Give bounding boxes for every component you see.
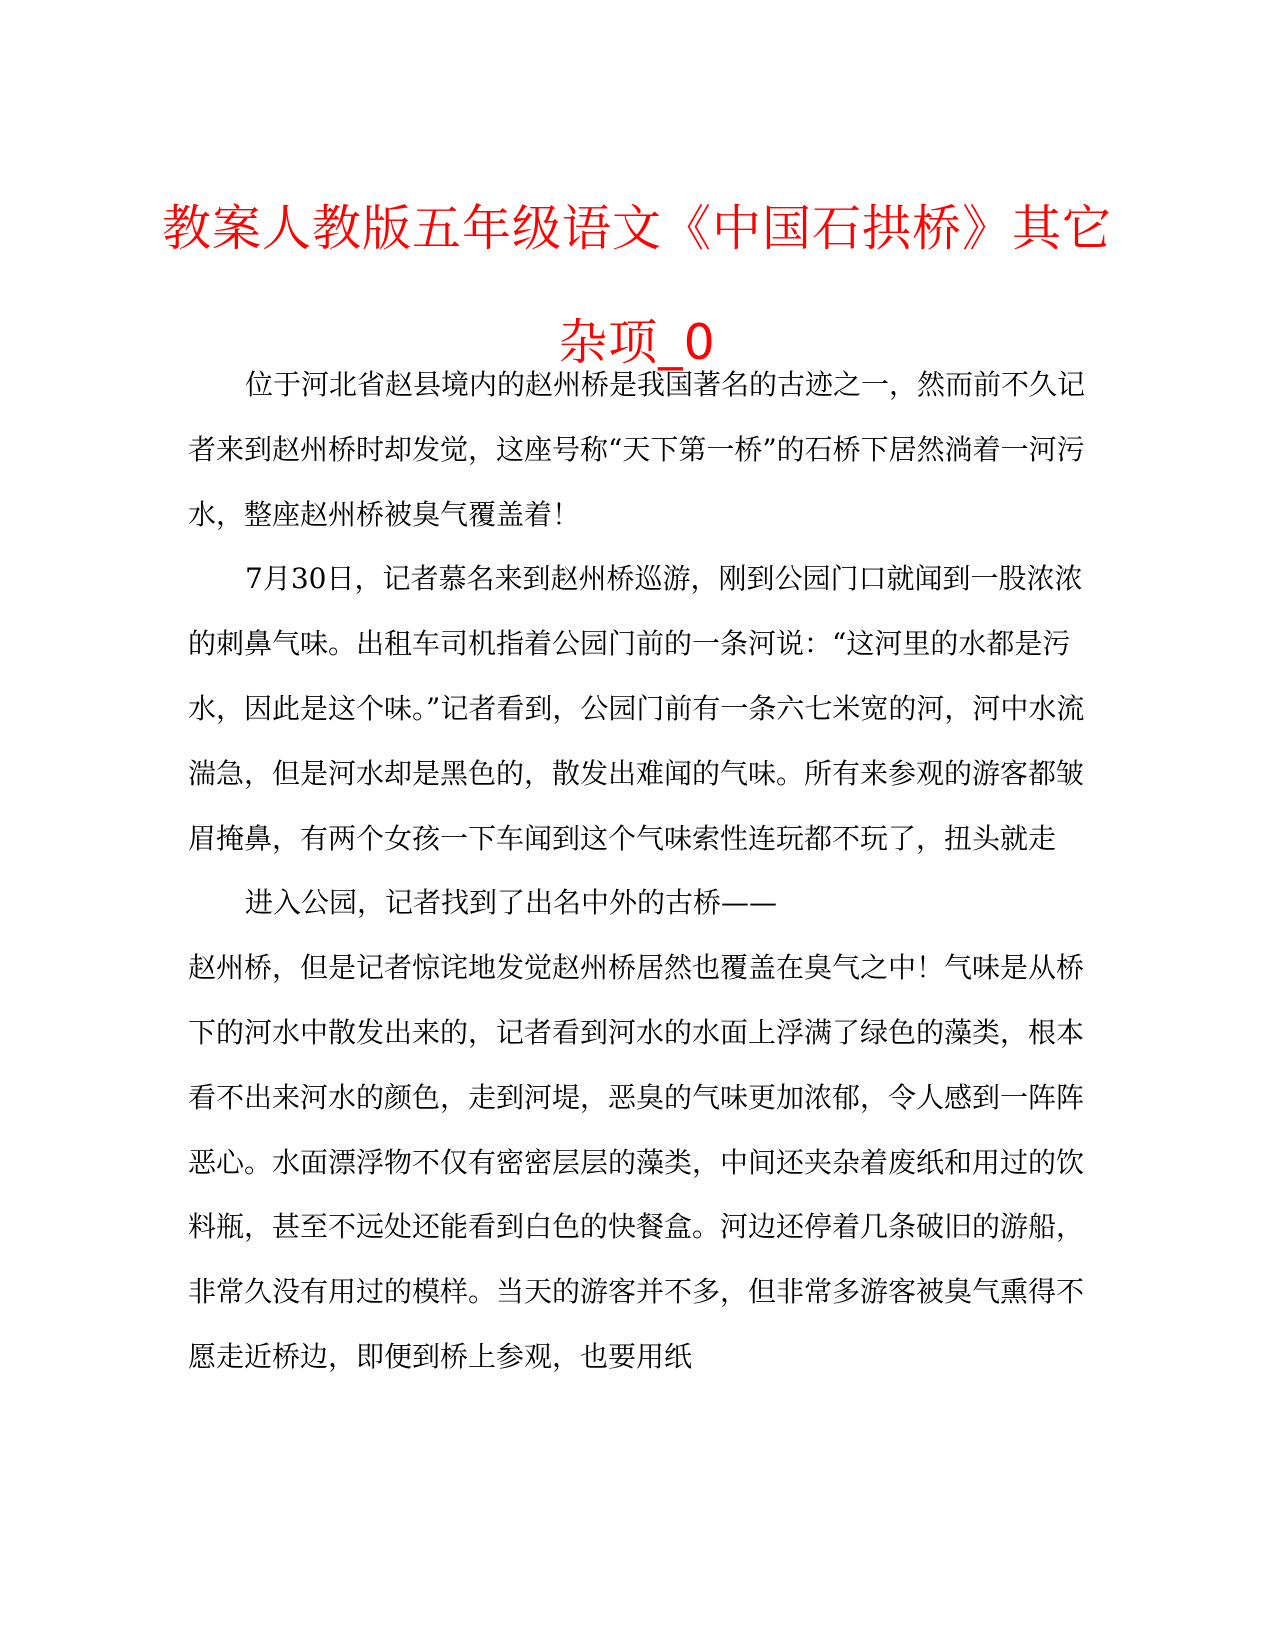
paragraph-3 bbox=[188, 871, 1098, 1389]
paragraph-3-first-line: 进入公园，记者找到了出名中外的古桥—— bbox=[245, 886, 778, 920]
paragraph-1: 位于河北省赵县境内的赵州桥是我国著名的古迹之一，然而前不久记者来到赵州桥时却发觉，这座号称“天下第一桥”的石桥下居然淌着一河污水，整座赵州桥被臭气覆盖着！ bbox=[188, 368, 1086, 531]
paragraph-3-continuation: 赵州桥，但是记者惊诧地发觉赵州桥居然也覆盖在臭气之中！气味是从桥下的河水中散发出来的，记者看到河水的水面上浮满了绿色的藻类，根本看不出来河水的颜色，走到河堤，恶臭的气味更加浓郁，令人感到一阵阵恶心。水面漂浮物不仅有密密层层的藻类，中间还夹杂着废纸和用过的饮料瓶，甚至不远处还能看到白色的快餐盒。河边还停着几条破旧的游船，非常久没有用过的模样。当天的游客并不多，但非常多游客被臭气熏得不愿走近桥边，即便到桥上参观，也要用纸 bbox=[188, 951, 1085, 1373]
paragraph-2: 7月30日，记者慕名来到赵州桥巡游，刚到公园门口就闻到一股浓浓的刺鼻气味。出租车司机指着公园门前的一条河说：“这河里的水都是污水，因此是这个味。”记者看到，公园门前有一条六七米宽的河，河中水流湍急，但是河水却是黑色的，散发出难闻的气味。所有来参观的游客都皱眉掩鼻，有两个女孩一下车闻到这个气味索性连玩都不玩了，扭头就走 bbox=[188, 562, 1085, 855]
document-body bbox=[188, 353, 1098, 1390]
document-title: 教案人教版五年级语文《中国石拱桥》其它杂项_0 bbox=[161, 200, 1112, 371]
